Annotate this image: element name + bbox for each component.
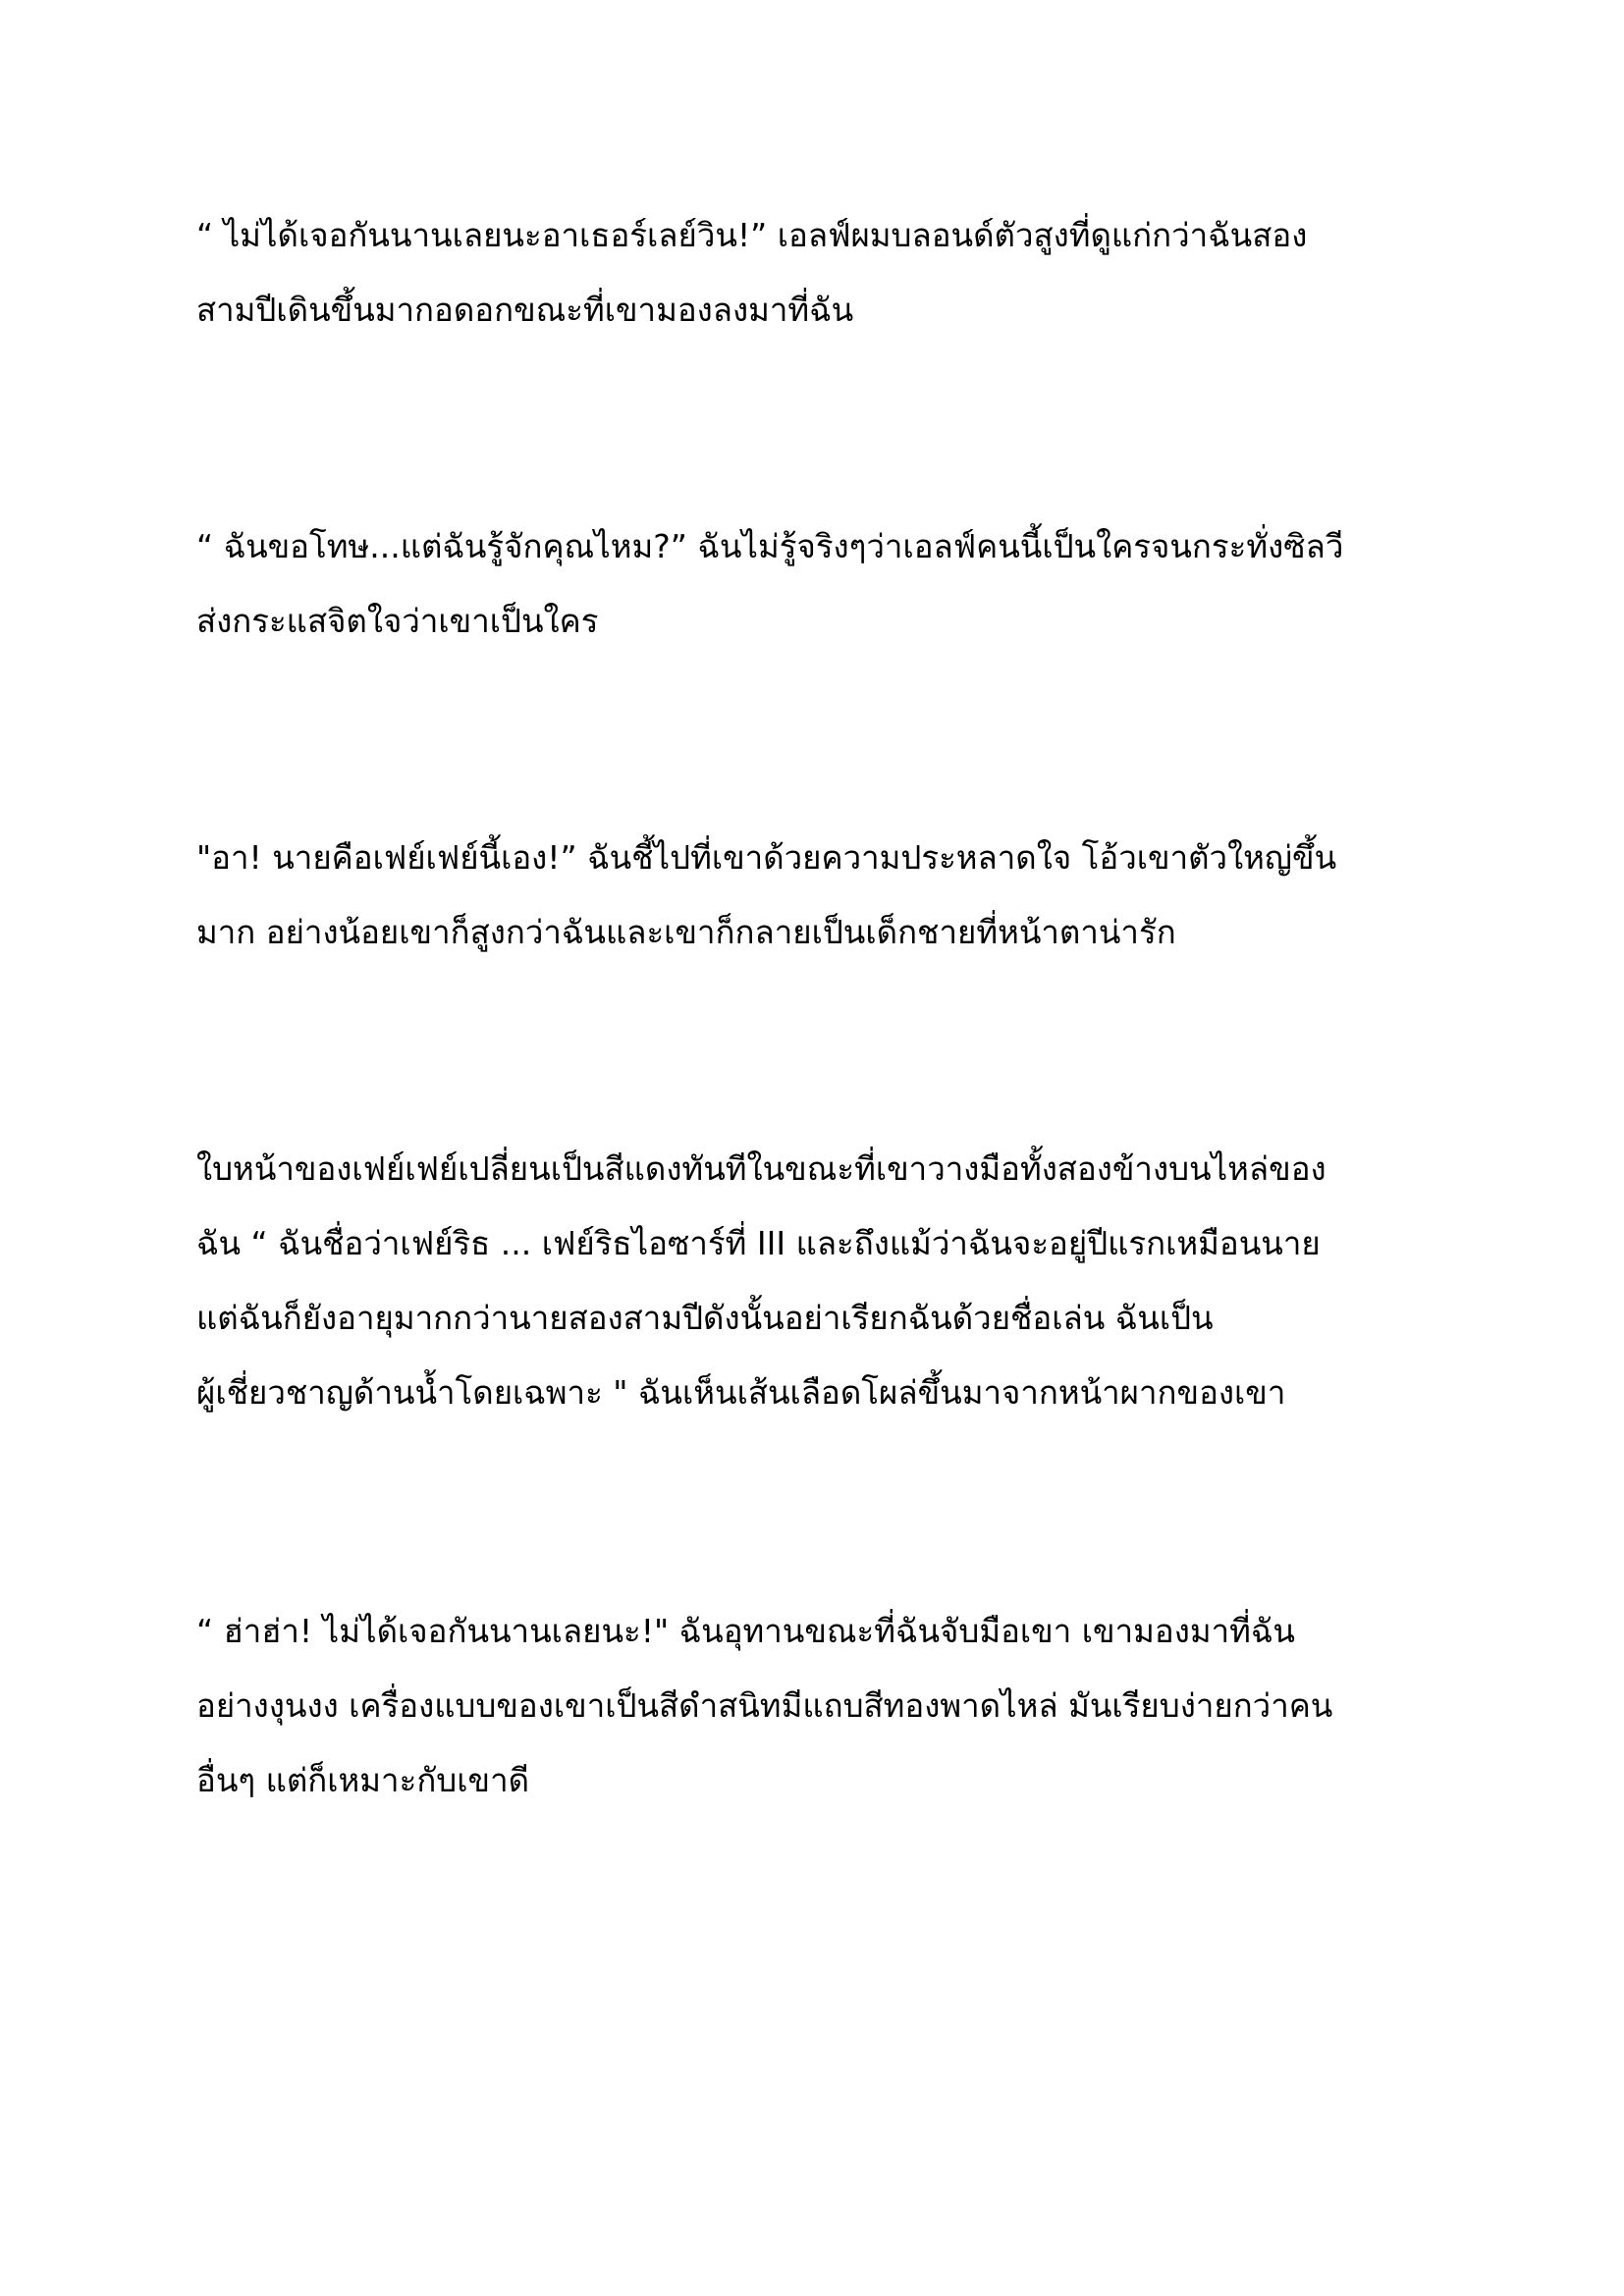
paragraph-2 [196,509,1453,659]
paragraph-line: แต่ฉันก็ยังอายุมากกว่านายสองสามปีดังนั้นอย่าเรียกฉันด้วยชื่อเล่น ฉันเป็น [196,1299,1214,1337]
paragraph-line: อื่นๆ แต่ก็เหมาะกับเขาดี [196,1761,530,1799]
paragraph-line: “ ไม่ได้เจอกันนานเลยนะอาเธอร์เลย์วิน!” เอลฟ์ผมบลอนด์ตัวสูงที่ดูแก่กว่าฉันสอง [196,216,1308,254]
paragraph-line: ฉัน “ ฉันชื่อว่าเฟย์ริธ ... เฟย์ริธไอซาร์ที่ III และถึงแม้ว่าฉันจะอยู่ปีแรกเหมือนนาย [196,1224,1321,1262]
paragraph-line: สามปีเดินขึ้นมากอดอกขณะที่เขามองลงมาที่ฉัน [196,291,854,329]
paragraph-line: "อา! นายคือเฟย์เฟย์นี้เอง!” ฉันชี้ไปที่เขาด้วยความประหลาดใจ โอ้วเขาตัวใหญ่ขึ้น [196,838,1337,877]
paragraph-1 [196,198,1453,347]
paragraph-line: “ ฉันขอโทษ...แต่ฉันรู้จักคุณไหม?” ฉันไม่รู้จริงๆว่าเอลฟ์คนนี้เป็นใครจนกระทั่งซิลวี [196,527,1344,565]
paragraph-line: มาก อย่างน้อยเขาก็สูงกว่าฉันและเขาก็กลายเป็นเด็กชายที่หน้าตาน่ารัก [196,913,1176,951]
paragraph-line: ใบหน้าของเฟย์เฟย์เปลี่ยนเป็นสีแดงทันทีในขณะที่เขาวางมือทั้งสองข้างบนไหล่ของ [196,1149,1326,1188]
paragraph-line: ส่งกระแสจิตใจว่าเขาเป็นใคร [196,602,599,640]
paragraph-line: ผู้เชี่ยวชาญด้านน้ำโดยเฉพาะ " ฉันเห็นเส้นเลือดโผล่ขึ้นมาจากหน้าผากของเขา [196,1373,1286,1412]
paragraph-3 [196,821,1453,970]
paragraph-line: อย่างงุนงง เครื่องแบบของเขาเป็นสีดำสนิทมีแถบสีทองพาดไหล่ มันเรียบง่ายกว่าคน [196,1686,1333,1725]
paragraph-line: “ ฮ่าฮ่า! ไม่ได้เจอกันนานเลยนะ!" ฉันอุทานขณะที่ฉันจับมือเขา เขามองมาที่ฉัน [196,1612,1295,1650]
paragraph-5 [196,1594,1453,1818]
paragraph-4 [196,1132,1453,1430]
